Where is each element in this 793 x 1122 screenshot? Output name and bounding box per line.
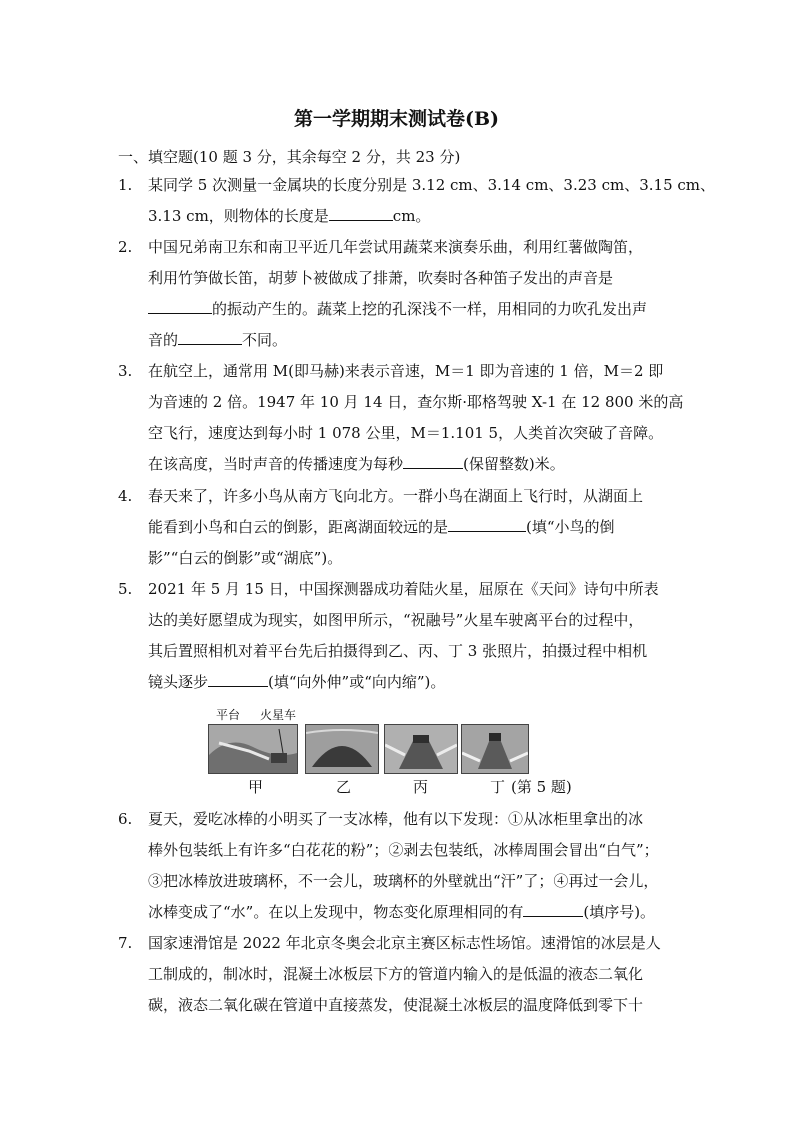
figure-label-ding: 丁 xyxy=(490,778,506,796)
question-5 xyxy=(118,574,678,698)
question-text: 中国兄弟南卫东和南卫平近几年尝试用蔬菜来演奏乐曲，利用红薯做陶笛， xyxy=(148,238,644,256)
question-text: 不同。 xyxy=(242,331,288,349)
question-text: 音的 xyxy=(148,331,179,349)
question-1 xyxy=(118,170,716,232)
answer-blank[interactable] xyxy=(448,515,526,532)
question-number: 1. xyxy=(118,176,133,194)
question-text: cm。 xyxy=(392,207,431,225)
question-text: (填“向外伸”或“向内缩”)。 xyxy=(268,673,446,691)
question-text: 影”“白云的倒影”或“湖底”)。 xyxy=(148,549,343,567)
question-text: 夏天，爱吃冰棒的小明买了一支冰棒，他有以下发现：①从冰柜里拿出的冰 xyxy=(148,810,644,828)
photo-ding xyxy=(461,724,529,774)
question-5-figure xyxy=(208,706,628,796)
question-text: 2021 年 5 月 15 日，中国探测器成功着陆火星，屈原在《天问》诗句中所表 xyxy=(148,580,659,598)
question-3 xyxy=(118,356,684,480)
question-text: (填序号)。 xyxy=(583,903,656,921)
question-7 xyxy=(118,928,678,1021)
question-number: 6. xyxy=(118,810,133,828)
figure-tag-rover: 火星车 xyxy=(260,708,297,722)
question-number: 2. xyxy=(118,238,133,256)
question-number: 4. xyxy=(118,487,133,505)
question-text: ③把冰棒放进玻璃杯，不一会儿，玻璃杯的外壁就出“汗”了；④再过一会儿， xyxy=(148,872,659,890)
question-text: 冰棒变成了“水”。在以上发现中，物态变化原理相同的有 xyxy=(148,903,524,921)
question-text: 达的美好愿望成为现实，如图甲所示，“祝融号”火星车驶离平台的过程中， xyxy=(148,611,644,629)
question-number: 3. xyxy=(118,362,133,380)
question-text: 某同学 5 次测量一金属块的长度分别是 3.12 cm、3.14 cm、3.23 cm、3.15 cm、 xyxy=(148,176,716,194)
question-text: (保留整数)米。 xyxy=(463,455,565,473)
question-text: 为音速的 2 倍。1947 年 10 月 14 日，查尔斯·耶格驾驶 X-1 在 12 800 米的高 xyxy=(148,393,684,411)
question-text: 3.13 cm，则物体的长度是 xyxy=(148,207,329,225)
answer-blank[interactable] xyxy=(329,204,393,221)
question-text: 空飞行，速度达到每小时 1 078 公里，M＝1.101 5，人类首次突破了音障。 xyxy=(148,424,664,442)
question-text: 工制成的，制冰时，混凝土冰板层下方的管道内输入的是低温的液态二氧化 xyxy=(148,965,644,983)
question-text: (填“小鸟的倒 xyxy=(526,518,615,536)
figure-label-yi: 乙 xyxy=(336,778,352,796)
question-text: 国家速滑馆是 2022 年北京冬奥会北京主赛区标志性场馆。速滑馆的冰层是人 xyxy=(148,934,661,952)
question-text: 春天来了，许多小鸟从南方飞向北方。一群小鸟在湖面上飞行时，从湖面上 xyxy=(148,487,644,505)
question-text: 的振动产生的。蔬菜上挖的孔深浅不一样，用相同的力吹孔发出声 xyxy=(212,300,648,318)
answer-blank[interactable] xyxy=(148,297,212,314)
question-text: 利用竹笋做长笛，胡萝卜被做成了排萧，吹奏时各种笛子发出的声音是 xyxy=(148,269,614,287)
figure-caption: (第 5 题) xyxy=(511,778,572,796)
answer-blank[interactable] xyxy=(208,670,268,687)
photo-bing xyxy=(384,724,458,774)
question-4 xyxy=(118,481,678,574)
photo-jia xyxy=(208,724,298,774)
section-heading: 一、填空题(10 题 3 分，其余每空 2 分，共 23 分) xyxy=(118,148,461,166)
figure-tag-platform: 平台 xyxy=(216,708,241,722)
photo-yi xyxy=(305,724,379,774)
question-number: 7. xyxy=(118,934,133,952)
question-text: 其后置照相机对着平台先后拍摄得到乙、丙、丁 3 张照片，拍摄过程中相机 xyxy=(148,642,648,660)
question-text: 在该高度，当时声音的传播速度为每秒 xyxy=(148,455,404,473)
question-text: 棒外包装纸上有许多“白花花的粉”；②剥去包装纸，冰棒周围会冒出“白气”； xyxy=(148,841,659,859)
page-title: 第一学期期末测试卷(B) xyxy=(293,108,500,130)
question-number: 5. xyxy=(118,580,133,598)
question-text: 能看到小鸟和白云的倒影，距离湖面较远的是 xyxy=(148,518,449,536)
answer-blank[interactable] xyxy=(403,452,463,469)
question-text: 碳，液态二氧化碳在管道中直接蒸发，使混凝土冰板层的温度降低到零下十 xyxy=(148,996,644,1014)
question-text: 在航空上，通常用 M(即马赫)来表示音速，M＝1 即为音速的 1 倍，M＝2 即 xyxy=(148,362,664,380)
figure-label-bing: 丙 xyxy=(413,778,429,796)
question-2 xyxy=(118,232,678,356)
question-6 xyxy=(118,804,678,928)
question-text: 镜头逐步 xyxy=(148,673,209,691)
answer-blank[interactable] xyxy=(178,328,242,345)
answer-blank[interactable] xyxy=(523,900,583,917)
figure-label-jia: 甲 xyxy=(248,778,264,796)
